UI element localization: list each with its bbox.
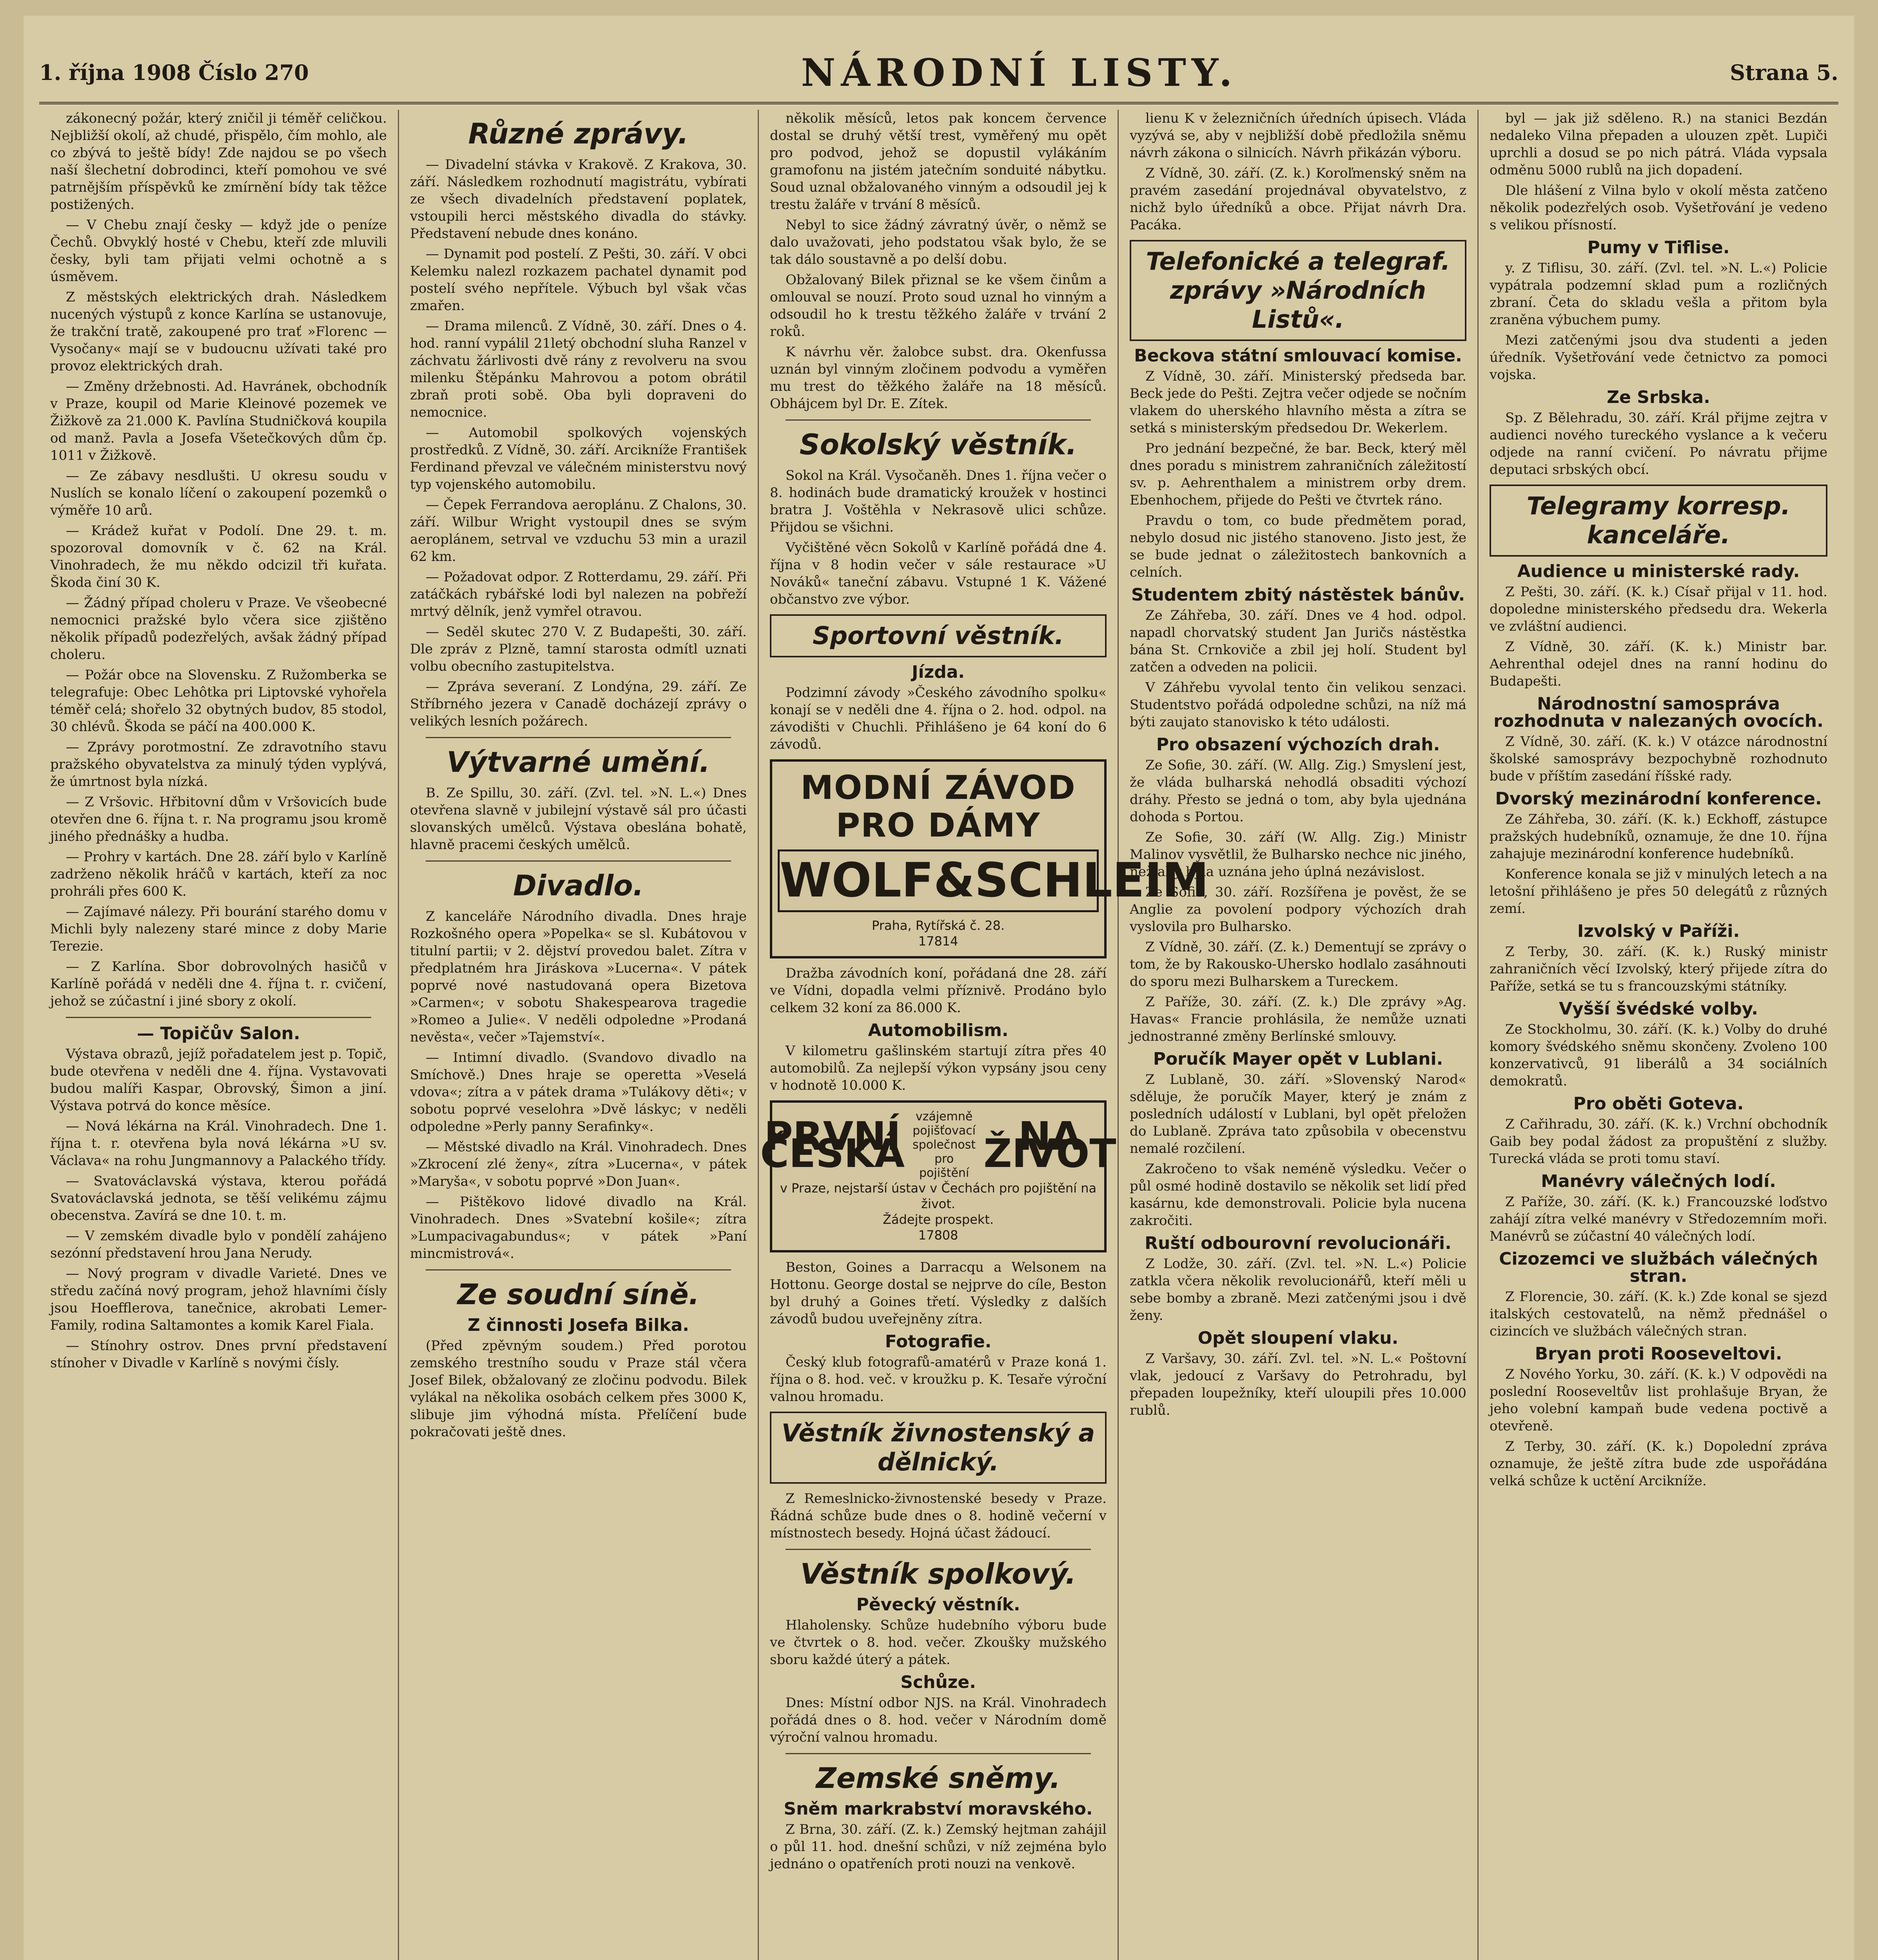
article-text: Sokol na Král. Vysočaněh. Dnes 1. října večer o 8. hodinách bude dramatický kroužek v hostinci bratra J. Voštěhla v Nekrasově ulici schůze. Přijdou se všichni. bbox=[770, 468, 1107, 535]
article-text: Dražba závodních koní, pořádaná dne 28. září ve Vídni, dopadla velmi příznivě. Prodáno bylo celkem 32 koní za 86.000 K. bbox=[770, 965, 1107, 1016]
divider bbox=[66, 1017, 371, 1018]
article-text: Sp. Z Bělehradu, 30. září. Král přijme zejtra v audienci nového tureckého vyslance a k večeru odjede na ranní cvičení. Po návratu přijme deputaci srbských obcí. bbox=[1490, 410, 1827, 477]
article-text: — Seděl skutec 270 V. Z Budapešti, 30. září. Dle zpráv z Plzně, tamní starosta odmítl uznati volbu obecního zastupitelstva. bbox=[410, 624, 747, 674]
article-text: Z Pešti, 30. září. (K. k.) Císař přijal v 11. hod. dopoledne ministerského předsedu dra. Wekerla ve zvláštní audienci. bbox=[1490, 584, 1827, 634]
article-text: Nebyl to sice žádný závratný úvěr, o němž se dalo uvažovati, jeho podstatou však bylo, že se tak dálo soustavně a po delší dobu. bbox=[770, 217, 1107, 267]
subsection-heading: Národnostní samospráva rozhodnuta v nalezaných ovocích. bbox=[1493, 694, 1824, 731]
article-text: Pravdu o tom, co bude předmětem porad, nebylo dosud nic jistého stanoveno. Jisto jest, že se bude jednat o záležitostech bankovních a celních. bbox=[1130, 513, 1466, 580]
section-heading-box: Sportovní věstník. bbox=[770, 614, 1107, 657]
article-text: Ze Sofie, 30. září. (W. Allg. Zig.) Smyslení jest, že vláda bulharská nehodlá obsaditi výchozí dráhy. Přesto se jedná o tom, aby byla ujednána dohoda s Portou. bbox=[1130, 757, 1466, 825]
subsection-heading: Audience u ministerské rady. bbox=[1517, 561, 1800, 581]
subsection-heading: Jízda. bbox=[912, 662, 965, 682]
ad-right-text: NA ŽIVOT bbox=[983, 1113, 1116, 1176]
ad-number: 17814 bbox=[918, 934, 958, 949]
article-text: Český klub fotografů-amatérů v Praze koná 1. října o 8. hod. več. v kroužku p. K. Tesaře výroční valnou hromadu. bbox=[770, 1354, 1107, 1405]
divider bbox=[426, 1269, 731, 1270]
article-text: Z Lublaně, 30. září. »Slovenský Narod« sděluje, že poručík Mayer, který je znám z posledních událostí v Lublani, byl opět přeložen do Lublaně. Zpráva tato způsobila v obecenstvu nemalé rozčilení. bbox=[1130, 1072, 1466, 1156]
masthead bbox=[39, 43, 1838, 104]
subsection-heading: Vyšší švédské volby. bbox=[1559, 999, 1758, 1019]
article-text: — Zajímavé nálezy. Při bourání starého domu v Michli byly nalezeny staré mince z doby Marie Terezie. bbox=[50, 904, 387, 954]
article-text: Výstava obrazů, jejíž pořadatelem jest p. Topič, bude otevřena v neděli dne 4. října. Vystavovati budou malíři Kaspar, Obrovský, Šimon a jiní. Výstava potrvá do konce měsíce. bbox=[50, 1046, 387, 1114]
advertisement-wolf-schleim bbox=[770, 759, 1209, 958]
divider bbox=[426, 737, 731, 738]
article-text: — Změny držebnosti. Ad. Havránek, obchodník v Praze, koupil od Marie Kleinové pozemek ve Žižkově za 21.000 K. Pavlína Studničková koupila od manž. Pavla a Josefa Všetečkových dům čp. 1011 v Žižkově. bbox=[50, 379, 387, 463]
article-text: Dle hlášení z Vilna bylo v okolí města zatčeno několik podezřelých osob. Vyšetřování je vedeno s velikou přísností. bbox=[1490, 183, 1827, 233]
article-text: — Žádný případ choleru v Praze. Ve všeobecné nemocnici pražské bylo včera sice zjištěno několik případů podezřelých, avšak žádný případ choleru. bbox=[50, 595, 387, 662]
article-text: Z Varšavy, 30. září. Zvl. tel. »N. L.« Poštovní vlak, jedoucí z Varšavy do Petrohradu, byl přepaden loupežníky, kteří uloupili přes 10.000 rublů. bbox=[1130, 1351, 1466, 1418]
subsection-heading: Studentem zbitý nástěstek bánův. bbox=[1131, 585, 1465, 605]
divider bbox=[786, 1753, 1091, 1754]
article-text: — Z Karlína. Sbor dobrovolných hasičů v Karlíně pořádá v neděli dne 4. října t. r. cvičení, jehož se zúčastní i jiné sbory z okolí. bbox=[50, 959, 387, 1009]
article-text: — Požár obce na Slovensku. Z Ružomberka se telegrafuje: Obec Lehôtka pri Liptovské vyhořela téměř celá; shořelo 32 obytných budov, 85 stodol, 30 chlévů. Škoda se páčí na 400.000 K. bbox=[50, 667, 387, 735]
article-text: Ze Stockholmu, 30. září. (K. k.) Volby do druhé komory švédského sněmu skončeny. Zvoleno 100 konzervativců, 91 liberálů a 34 sociálních demokratů. bbox=[1490, 1022, 1827, 1089]
subsection-heading: Sněm markrabství moravského. bbox=[784, 1799, 1093, 1819]
section-heading: Zemské sněmy. bbox=[816, 1762, 1061, 1795]
ad-middle-text: vzájemně pojišťovací společnost pro pojištění bbox=[912, 1110, 976, 1180]
article-text: Z Remeslnicko-živnostenské besedy v Praze. Řádná schůze bude dnes o 8. hodině večerní v místnostech besedy. Hojná účast žádoucí. bbox=[770, 1491, 1107, 1541]
article-text: Z Paříže, 30. září. (K. k.) Francouzské loďstvo zahájí zítra velké manévry v Středozemním moři. Manévrů se zúčastní 40 válečných lodí. bbox=[1490, 1194, 1827, 1244]
divider bbox=[786, 1549, 1091, 1550]
article-text: (Před zpěvným soudem.) Před porotou zemského trestního soudu v Praze stál včera Josef Bilek, obžalovaný ze zločinu podvodu. Bilek vylákal na několika osobách celkem přes 3000 K, slibuje jim výhodná místa. Přelíčení bude pokračovati ještě dnes. bbox=[410, 1338, 747, 1440]
ad-line: v Praze, nejstarší ústav v Čechách pro pojištění na život. bbox=[780, 1181, 1097, 1211]
article-text: lienu K v železničních úředních úpisech. Vláda vyzývá se, aby v nejbližší době předložila sněmu návrh zákona o silnicích. Návrh přikázán výboru. bbox=[1130, 111, 1466, 161]
subsection-heading: Poručík Mayer opět v Lublani. bbox=[1153, 1049, 1443, 1069]
page-number: Strana 5. bbox=[1730, 60, 1838, 85]
article-text: — Nová lékárna na Král. Vinohradech. Dne 1. října t. r. otevřena byla nová lékárna »U sv. Václava« na rohu Jungmannovy a Palackého třídy. bbox=[50, 1118, 387, 1169]
subsection-heading: Manévry válečných lodí. bbox=[1541, 1171, 1776, 1191]
subsection-heading: Pro oběti Goteva. bbox=[1573, 1094, 1744, 1114]
column-5 bbox=[1479, 110, 1838, 1960]
article-text: Beston, Goines a Darracqu a Welsonem na Hottonu. George dostal se nejprve do cíle, Beston byl druhý a Goines třetí. Výsledky z dalších závodů budou uveřejněny zítra. bbox=[770, 1259, 1107, 1327]
article-text: Z Vídně, 30. září. (K. k.) Ministr bar. Aehrenthal odejel dnes na ranní hodinu do Budapešti. bbox=[1490, 639, 1827, 689]
article-text: Z Paříže, 30. září. (Z. k.) Dle zprávy »Ag. Havas« Francie prohlásila, že nemůže uznati jednostranné změny Berlínské smlouvy. bbox=[1130, 994, 1466, 1044]
article-text: Z kanceláře Národního divadla. Dnes hraje Rozkošného opera »Popelka« se sl. Kubátovou v titulní partii; v 2. dějství provedou balet. Zítra v předplatném hra Jiráskova »Lucerna«. V pátek poprvé nové nastudovaná opera Bizetova »Carmen«; v sobotu Shakespearova tragedie »Romeo a Julie«. V neděli odpoledne »Prodaná nevěsta«, večer »Tajemství«. bbox=[410, 909, 747, 1045]
article-text: — Drama milenců. Z Vídně, 30. září. Dnes o 4. hod. ranní vypálil 21letý obchodní sluha Ranzel v záchvatu žárlivosti dvě rány z revolveru na svou milenku Štěpánku Mahrovou a potom obrátil zbraň proti sobě. Oba byli dopraveni do nemocnice. bbox=[410, 318, 747, 420]
article-text: — Automobil spolkových vojenských prostředků. Z Vídně, 30. září. Arcikníže František Ferdinand převzal ve válečném ministerstvu nový typ vojenského automobilu. bbox=[410, 425, 747, 492]
subsection-heading: Automobilism. bbox=[868, 1020, 1009, 1040]
subsection-heading: Schůze. bbox=[900, 1672, 976, 1692]
column-1 bbox=[39, 110, 399, 1960]
divider bbox=[426, 860, 731, 862]
newspaper-title: NÁRODNÍ LISTY. bbox=[801, 50, 1238, 95]
section-heading: Věstník spolkový. bbox=[800, 1557, 1076, 1590]
article-text: Ze Záhřeba, 30. září. Dnes ve 4 hod. odpol. napadl chorvatský student Jan Juričs nástěstka bána St. Crnkoviče a zbil jej holí. Student byl zatčen a odveden na policii. bbox=[1130, 608, 1466, 675]
section-heading: Výtvarné umění. bbox=[446, 746, 710, 779]
article-text: zákonecný požár, který zničil ji téměř celičkou. Nejbližší okolí, až chudé, přispělo, čím mohlo, ale co zbývá to ještě bídy! Zde najdou se po všech naší šlechetní dobrodinci, kteří pomohou ve své patrnějším příspěvků ke zmírnění bídy tak těžce postižených. bbox=[50, 111, 387, 212]
article-text: Vyčištěné věcn Sokolů v Karlíně pořádá dne 4. října v 8 hodin večer v sále restaurace »U Nováků« taneční zábavu. Vstupné 1 K. Vážené občanstvo zve výbor. bbox=[770, 540, 1107, 607]
article-text: — Divadelní stávka v Krakově. Z Krakova, 30. září. Následkem rozhodnutí magistrátu, vybírati ze všech divadelních představení poplatek, vstoupili herci městského divadla do stávky. Představení nebude dnes konáno. bbox=[410, 157, 747, 241]
subsection-heading: Beckova státní smlouvací komise. bbox=[1134, 346, 1462, 366]
section-heading: Sokolský věstník. bbox=[799, 428, 1077, 461]
subsection-heading: Pro obsazení výchozích drah. bbox=[1156, 735, 1440, 755]
article-text: — Svatováclavská výstava, kterou pořádá Svatováclavská jednota, se těší velikému zájmu obecenstva. Zavírá se dne 10. t. m. bbox=[50, 1173, 387, 1223]
section-heading: Různé zprávy. bbox=[468, 117, 689, 150]
column-2 bbox=[399, 110, 759, 1960]
article-text: Z Vídně, 30. září. (Z. k.) Koroľmenský sněm na pravém zasedání projednával obyvatelstvo, z nichž bylo úředníků a obce. Přijat návrh Dra. Pacáka. bbox=[1130, 165, 1466, 233]
article-text: Konference konala se již v minulých letech a na letošní přihlášeno je přes 50 delegátů z různých zemí. bbox=[1490, 866, 1827, 916]
article-text: — Stínohry ostrov. Dnes první představení stínoher v Divadle v Karlíně s novými čísly. bbox=[50, 1338, 387, 1371]
section-heading: — Topičův Salon. bbox=[137, 1024, 300, 1044]
subsection-heading: Ruští odbourovní revolucionáři. bbox=[1145, 1233, 1452, 1253]
article-text: Obžalovaný Bilek přiznal se ke všem činům a omlouval se nouzí. Proto soud uznal ho vinným a odsoudil ho k trestu těžkého žaláře v trvání 2 roků. bbox=[770, 272, 1107, 339]
article-text: Ze Záhřeba, 30. září. (K. k.) Eckhoff, zástupce pražských hudebníků, oznamuje, že dne 10. října zahajuje mezinárodní konference hudebníků. bbox=[1490, 811, 1827, 862]
article-text: Mezi zatčenými jsou dva studenti a jeden úředník. Vyšetřování vede četnictvo za pomoci vojska. bbox=[1490, 332, 1827, 383]
article-text: — Intimní divadlo. (Svandovo divadlo na Smíchově.) Dnes hraje se operetta »Veselá vdova«; zítra a v pátek drama »Tulákovy děti«; v sobotu poprvé veselohra »Dvě láskyc; v neděli odpoledne »Perly panny Serafinky«. bbox=[410, 1050, 747, 1134]
article-text: V kilometru gašlinském startují zítra přes 40 automobilů. Za nejlepší výkon vypsány jsou ceny v hodnotě 10.000 K. bbox=[770, 1043, 1107, 1093]
ad-brand: WOLF&SCHLEIM bbox=[778, 849, 1099, 912]
article-text: — Zpráva severaní. Z Londýna, 29. září. Ze Stříbrného jezera v Canadě docházejí zprávy o velikých lesních požárech. bbox=[410, 679, 747, 729]
article-text: Z Brna, 30. září. (Z. k.) Zemský hejtman zahájil o půl 11. hod. dnešní schůzi, v níž zejména bylo jednáno o opatřeních proti nouzi na venkově. bbox=[770, 1822, 1107, 1872]
section-heading-box: Telegramy korresp. kanceláře. bbox=[1490, 485, 1827, 557]
article-text: Ze Sofie, 30. září. Rozšířena je pověst, že se Anglie za povolení podpory výchozích drah vyslovila pro Bulharsko. bbox=[1130, 884, 1466, 935]
article-text: — Městské divadlo na Král. Vinohradech. Dnes »Zkrocení zlé ženy«, zítra »Lucerna«, v pátek »Maryša«, v sobotu poprvé »Don Juan«. bbox=[410, 1139, 747, 1189]
article-text: Zakročeno to však neméně výsledku. Večer o půl osmé hodině dostavilo se několik set lidí před kasárnu, kde demonstrovali. Policie byla nucena zakročiti. bbox=[1130, 1161, 1466, 1229]
article-text: Pro jednání bezpečné, že bar. Beck, který měl dnes poradu s ministrem zahraničních záležitostí sv. p. Aehrenthalem a ministrem orby drem. Ebenhochem, přijede do Pešti ve čtvrtek ráno. bbox=[1130, 441, 1466, 508]
ad-line: Žádejte prospekt. bbox=[882, 1212, 994, 1227]
article-text: — Zprávy porotmostní. Ze zdravotního stavu pražského obyvatelstva za minulý týden vyplývá, že úmrtnost byla nízká. bbox=[50, 739, 387, 789]
article-text: — Z Vršovic. Hřbitovní dům v Vršovicích bude otevřen dne 6. října t. r. Na programu jsou kromě jiného přednášky a hudba. bbox=[50, 794, 387, 844]
article-text: Z městských elektrických drah. Následkem nucených výstupů z konce Karlína se ustanovuje, že trakční tratě, zakoupené pro trať »Florenc — Vysočany« mají se v budoucnu užívati také pro provoz elektrických drah. bbox=[50, 289, 387, 374]
subsection-heading: Opět sloupení vlaku. bbox=[1198, 1328, 1399, 1348]
ad-row bbox=[760, 1110, 1116, 1180]
subsection-heading: Pěvecký věstník. bbox=[856, 1595, 1020, 1615]
article-text: — Prohry v kartách. Dne 28. září bylo v Karlíně zadrženo několik hráčů v kartách, kteří za noc prohráli přes 600 K. bbox=[50, 849, 387, 899]
subsection-heading: Dvorský mezinárodní konference. bbox=[1495, 789, 1822, 809]
article-text: byl — jak již sděleno. R.) na stanici Bezdán nedaleko Vilna přepaden a ulouzen zpět. Lupiči uprchli a dosud se po nich pátrá. Vláda vypsala odměnu 5000 rublů na jich dopadení. bbox=[1490, 111, 1827, 178]
subsection-heading: Bryan proti Rooseveltovi. bbox=[1535, 1344, 1782, 1364]
divider bbox=[786, 419, 1091, 421]
article-text: — V zemském divadle bylo v pondělí zahájeno sezónní představení hrou Jana Nerudy. bbox=[50, 1228, 387, 1261]
section-heading: Ze soudní síně. bbox=[457, 1278, 700, 1311]
article-text: — Čepek Ferrandova aeroplánu. Z Chalons, 30. září. Wilbur Wright vystoupil dnes se svým aeroplánem, setrval ve vzduchu 53 min a urazil 62 km. bbox=[410, 497, 747, 564]
article-text: Z Terby, 30. září. (K. k.) Ruský ministr zahraničních věcí Izvolský, který přijede zítra do Paříže, setká se tu s francouzskými státníky. bbox=[1490, 944, 1827, 994]
ad-left-text: PRVNÍ ČESKÁ bbox=[760, 1113, 905, 1176]
article-text: Z Terby, 30. září. (K. k.) Dopolední zpráva oznamuje, že ještě zítra bude zde uspořádána velká schůze k uctění Arcikníže. bbox=[1490, 1439, 1827, 1489]
subsection-heading: Cizozemci ve službách válečných stran. bbox=[1499, 1249, 1818, 1286]
article-text: — Dynamit pod postelí. Z Pešti, 30. září. V obci Kelemku nalezl rozkazem pachatel dynamit pod postelí svého nepřítele. Výbuch byl však včas zmařen. bbox=[410, 246, 747, 314]
subsection-heading: Fotografie. bbox=[885, 1332, 992, 1352]
article-text: Z Vídně, 30. září. (K. k.) V otázce národnostní školské samosprávy bezpochybně rozhodnuto bude v příštím zasedání říšské rady. bbox=[1490, 734, 1827, 784]
article-text: několik měsíců, letos pak koncem července dostal se druhý větší trest, vyměřený mu opět pro podvod, jehož se dopustil vylákáním gramofonu na jistém jatečním sonduité nábytku. Soud uznal obžalovaného vinným a odsoudil jej k trestu žaláře v trvání 8 měsíců. bbox=[770, 111, 1107, 212]
article-text: K návrhu věr. žalobce subst. dra. Okenfussa uznán byl vinným zločinem podvodu a vyměřen mu trest do těžkého žaláře na 18 měsíců. Obhájcem byl Dr. E. Zítek. bbox=[770, 344, 1107, 412]
section-heading-box: Telefonické a telegraf. zprávy »Národních Listů«. bbox=[1130, 240, 1466, 341]
newspaper-page bbox=[24, 16, 1854, 1960]
ad-title: MODNÍ ZÁVOD PRO DÁMY bbox=[800, 768, 1076, 844]
issue-date: 1. října 1908 Číslo 270 bbox=[39, 60, 309, 85]
article-text: Z Lodže, 30. září. (Zvl. tel. »N. L.«) Policie zatkla včera několik revolucionářů, kteří měli u sebe bomby a zbraně. Mezi zatčenými jsou i dvě ženy. bbox=[1130, 1256, 1466, 1323]
article-text: — Ze zábavy nesdlušti. U okresu soudu v Nuslích se konalo líčení o zakoupení pozemků o výměře 10 arů. bbox=[50, 468, 387, 518]
article-text: — Nový program v divadle Varieté. Dnes ve středu začíná nový program, jehož hlavními čísly jsou Hoefflerova, tanečnice, akrobati Lemer-Family, rodina Saltamontes a komik Karel Fiala. bbox=[50, 1266, 387, 1333]
column-4 bbox=[1119, 110, 1479, 1960]
article-text: Z Florencie, 30. září. (K. k.) Zde konal se sjezd italských cestovatelů, na němž přednášel o cizincích ve službách válečných stran. bbox=[1490, 1289, 1827, 1339]
article-text: Z Cařihradu, 30. září. (K. k.) Vrchní obchodník Gaib bey podal žádost za propuštění z služby. Turecká vláda se proti tomu staví. bbox=[1490, 1116, 1827, 1167]
article-text: Ze Sofie, 30. září (W. Allg. Zig.) Ministr Malinov vysvětlil, že Bulharsko nechce nic jiného, než aby byla uznána jeho úplná nezávislost. bbox=[1130, 829, 1466, 880]
subsection-heading: Pumy v Tiflise. bbox=[1587, 238, 1730, 258]
article-text: — Požadovat odpor. Z Rotterdamu, 29. září. Při zatáčkách rybářské lodi byl nalezen na pobřeží mrtvý dělník, jenž vymřel otravou. bbox=[410, 569, 747, 619]
subsection-heading: Izvolský v Paříži. bbox=[1577, 921, 1740, 941]
article-text: Dnes: Místní odbor NJS. na Král. Vinohradech pořádá dnes o 8. hod. večer v Národním domě výroční valnou hromadu. bbox=[770, 1695, 1107, 1745]
article-text: Hlaholensky. Schůze hudebního výboru bude ve čtvrtek o 8. hod. večer. Zkoušky mužského sboru každé úterý a pátek. bbox=[770, 1617, 1107, 1668]
article-text: — Pištěkovo lidové divadlo na Král. Vinohradech. Dnes »Svatební košile«; zítra »Lumpacivagabundus«; v pátek »Paní mincmistrová«. bbox=[410, 1194, 747, 1261]
article-text: V Záhřebu vyvolal tento čin velikou senzaci. Studentstvo pořádá odpoledne schůzi, na níž má býti zaujato stanovisko k této události. bbox=[1130, 680, 1466, 730]
article-text: — V Chebu znají česky — když jde o peníze Čechů. Obvyklý hosté v Chebu, kteří zde mluvili česky, byli tam přijati velmi ochotně a s úsměvem. bbox=[50, 217, 387, 285]
subsection-heading: Z činnosti Josefa Bilka. bbox=[467, 1315, 690, 1335]
article-text: Z Nového Yorku, 30. září. (K. k.) V odpovědi na poslední Rooseveltův list prohlašuje Bryan, že jeho volební kampaň bude vedena poctivě a otevřeně. bbox=[1490, 1367, 1827, 1434]
article-text: y. Z Tiflisu, 30. září. (Zvl. tel. »N. L.«) Policie vypátrala podzemní sklad pum a rozličných zbraní. Četa do skladu vešla a přitom byla zraněna výbuchem pumy. bbox=[1490, 260, 1827, 328]
column-3 bbox=[759, 110, 1209, 1960]
section-heading: Divadlo. bbox=[513, 869, 644, 902]
section-heading-box: Věstník živnostenský a dělnický. bbox=[770, 1412, 1107, 1484]
article-text: Z Vídně, 30. září. Ministerský předseda bar. Beck jede do Pešti. Zejtra večer odjede se nočním vlakem do uherského hlavního města a zítra se setká s ministerským předsedou Dr. Wekerlem. bbox=[1130, 368, 1466, 436]
article-text: — Krádež kuřat v Podolí. Dne 29. t. m. spozoroval domovník v č. 62 na Král. Vinohradech, že mu někdo odcizil tři kuřata. Škoda činí 30 K. bbox=[50, 523, 387, 590]
ad-address: Praha, Rytířská č. 28. bbox=[872, 918, 1005, 933]
article-text: B. Ze Spillu, 30. září. (Zvl. tel. »N. L.«) Dnes otevřena slavně v jubilejní výstavě sál pro účasti slovanských umělců. Výstava obeslána bohatě, hlavně pracemi českých umělců. bbox=[410, 785, 747, 853]
ad-number: 17808 bbox=[918, 1228, 958, 1243]
article-text: Podzimní závody »Českého závodního spolku« konají se v neděli dne 4. října o 2. hod. odpol. na závodišti v Chuchli. Přihlášeno je 64 koní do 6 závodů. bbox=[770, 685, 1107, 752]
article-text: Z Vídně, 30. září. (Z. k.) Dementují se zprávy o tom, že by Rakousko-Uhersko hodlalo zasáhnouti do sporu mezi Bulharskem a Tureckem. bbox=[1130, 939, 1466, 989]
advertisement-insurance bbox=[760, 1100, 1116, 1252]
subsection-heading: Ze Srbska. bbox=[1607, 387, 1710, 407]
columns bbox=[39, 110, 1838, 1960]
